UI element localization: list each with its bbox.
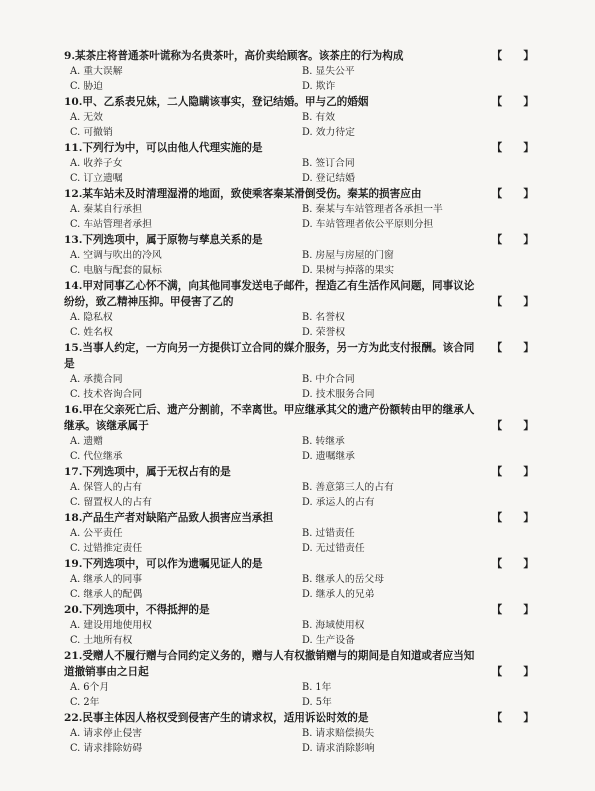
- question-stem-text: 18.产品生产者对缺陷产品致人损害应当承担: [64, 512, 274, 524]
- options-grid: [64, 248, 534, 278]
- option-c[interactable]: C. 胁迫: [70, 81, 103, 92]
- question-stem: [64, 48, 534, 64]
- question-stem: [64, 710, 534, 726]
- option-a[interactable]: A. 保管人的占有: [70, 482, 143, 493]
- option-c[interactable]: C. 技术咨询合同: [70, 389, 143, 400]
- option-b[interactable]: B. 1年: [302, 682, 332, 693]
- question-16: [64, 402, 534, 464]
- option-d[interactable]: D. 效力待定: [302, 127, 355, 138]
- question-stem: [64, 186, 534, 202]
- option-a[interactable]: A. 请求停止侵害: [70, 728, 143, 739]
- question-stem-text: 22.民事主体因人格权受到侵害产生的请求权，适用诉讼时效的是: [64, 712, 369, 724]
- question-stem-text: 11.下列行为中，可以由他人代理实施的是: [64, 142, 263, 154]
- option-b[interactable]: B. 中介合同: [302, 374, 355, 385]
- option-d[interactable]: D. 承运人的占有: [302, 497, 375, 508]
- question-21: [64, 648, 534, 710]
- option-d[interactable]: D. 生产设备: [302, 635, 355, 646]
- answer-bracket[interactable]: 【 】: [491, 466, 534, 478]
- question-18: [64, 510, 534, 556]
- question-22: [64, 710, 534, 756]
- option-a[interactable]: A. 隐私权: [70, 312, 113, 323]
- options-grid: [64, 372, 534, 402]
- option-c[interactable]: C. 2年: [70, 697, 100, 708]
- question-12: [64, 186, 534, 232]
- option-a[interactable]: A. 承揽合同: [70, 374, 123, 385]
- question-stem: [64, 340, 534, 372]
- answer-bracket[interactable]: 【 】: [491, 188, 534, 200]
- question-13: [64, 232, 534, 278]
- option-b[interactable]: B. 显失公平: [302, 66, 355, 77]
- options-grid: [64, 680, 534, 710]
- option-c[interactable]: C. 电脑与配套的鼠标: [70, 265, 162, 276]
- option-c[interactable]: C. 过错推定责任: [70, 543, 143, 554]
- option-c[interactable]: C. 土地所有权: [70, 635, 133, 646]
- option-b[interactable]: B. 名誉权: [302, 312, 345, 323]
- question-stem: [64, 602, 534, 618]
- option-c[interactable]: C. 车站管理者承担: [70, 219, 152, 230]
- option-d[interactable]: D. 荣誉权: [302, 327, 346, 338]
- question-stem-text: 16.甲在父亲死亡后、遗产分割前，不幸离世。甲应继承其父的遗产份额转由甲的继承人继承。该继承属于: [64, 404, 475, 432]
- answer-bracket[interactable]: 【 】: [491, 712, 534, 724]
- question-stem: [64, 556, 534, 572]
- option-c[interactable]: C. 请求排除妨碍: [70, 743, 143, 754]
- options-grid: [64, 310, 534, 340]
- options-grid: [64, 572, 534, 602]
- option-d[interactable]: D. 继承人的兄弟: [302, 589, 375, 600]
- option-c[interactable]: C. 代位继承: [70, 451, 123, 462]
- question-stem: [64, 648, 534, 680]
- option-a[interactable]: A. 6个月: [70, 682, 110, 693]
- question-20: [64, 602, 534, 648]
- answer-bracket[interactable]: 【 】: [491, 142, 534, 154]
- option-b[interactable]: B. 海域使用权: [302, 620, 365, 631]
- option-c[interactable]: C. 姓名权: [70, 327, 113, 338]
- options-grid: [64, 726, 534, 756]
- options-grid: [64, 618, 534, 648]
- option-a[interactable]: A. 公平责任: [70, 528, 123, 539]
- answer-bracket[interactable]: 【 】: [491, 234, 534, 246]
- option-c[interactable]: C. 留置权人的占有: [70, 497, 152, 508]
- answer-bracket[interactable]: 【 】: [491, 512, 534, 524]
- option-a[interactable]: A. 收养子女: [70, 158, 123, 169]
- options-grid: [64, 64, 534, 94]
- question-stem-text: 15.当事人约定，一方向另一方提供订立合同的媒介服务，另一方为此支付报酬。该合同是: [64, 342, 475, 370]
- question-19: [64, 556, 534, 602]
- option-b[interactable]: B. 善意第三人的占有: [302, 482, 394, 493]
- answer-bracket[interactable]: 【 】: [491, 666, 534, 678]
- option-d[interactable]: D. 车站管理者依公平原则分担: [302, 219, 434, 230]
- option-b[interactable]: B. 转继承: [302, 436, 345, 447]
- answer-bracket[interactable]: 【 】: [491, 342, 534, 354]
- option-d[interactable]: D. 5年: [302, 697, 332, 708]
- option-d[interactable]: D. 登记结婚: [302, 173, 355, 184]
- question-stem: [64, 232, 534, 248]
- question-15: [64, 340, 534, 402]
- question-stem-text: 20.下列选项中，不得抵押的是: [64, 604, 210, 616]
- question-9: [64, 48, 534, 94]
- option-d[interactable]: D. 无过错责任: [302, 543, 365, 554]
- option-d[interactable]: D. 技术服务合同: [302, 389, 375, 400]
- option-d[interactable]: D. 遗嘱继承: [302, 451, 355, 462]
- option-b[interactable]: B. 过错责任: [302, 528, 355, 539]
- options-grid: [64, 156, 534, 186]
- option-b[interactable]: B. 请求赔偿损失: [302, 728, 375, 739]
- options-grid: [64, 110, 534, 140]
- question-sheet: [64, 48, 534, 756]
- options-grid: [64, 202, 534, 232]
- question-stem-text: 12.某车站未及时清理湿滑的地面，致使乘客秦某滑倒受伤。秦某的损害应由: [64, 188, 422, 200]
- option-d[interactable]: D. 请求消除影响: [302, 743, 375, 754]
- option-b[interactable]: B. 继承人的岳父母: [302, 574, 385, 585]
- option-b[interactable]: B. 有效: [302, 112, 336, 123]
- option-c[interactable]: C. 可撤销: [70, 127, 113, 138]
- options-grid: [64, 526, 534, 556]
- option-a[interactable]: A. 建设用地使用权: [70, 620, 152, 631]
- option-a[interactable]: A. 继承人的同事: [70, 574, 143, 585]
- answer-bracket[interactable]: 【 】: [491, 604, 534, 616]
- question-stem: [64, 402, 534, 434]
- question-10: [64, 94, 534, 140]
- option-a[interactable]: A. 遗赠: [70, 436, 103, 447]
- question-stem-text: 17.下列选项中，属于无权占有的是: [64, 466, 231, 478]
- answer-bracket[interactable]: 【 】: [491, 96, 534, 108]
- question-stem-text: 21.受赠人不履行赠与合同约定义务的，赠与人有权撤销赠与的期间是自知道或者应当知道撤销事由之日起: [64, 650, 475, 678]
- question-stem-text: 9.某茶庄将普通茶叶谎称为名贵茶叶，高价卖给顾客。该茶庄的行为构成: [64, 50, 404, 62]
- option-a[interactable]: A. 重大误解: [70, 66, 123, 77]
- question-17: [64, 464, 534, 510]
- question-11: [64, 140, 534, 186]
- option-c[interactable]: C. 订立遗嘱: [70, 173, 123, 184]
- answer-bracket[interactable]: 【 】: [491, 296, 534, 308]
- option-b[interactable]: B. 签订合同: [302, 158, 355, 169]
- option-d[interactable]: D. 果树与掉落的果实: [302, 265, 395, 276]
- question-stem: [64, 140, 534, 156]
- option-b[interactable]: B. 秦某与车站管理者各承担一半: [302, 204, 443, 215]
- question-stem-text: 14.甲对同事乙心怀不满，向其他同事发送电子邮件，捏造乙有生活作风问题，同事议论纷纷，致乙精神压抑。甲侵害了乙的: [64, 280, 475, 308]
- question-stem-text: 10.甲、乙系表兄妹，二人隐瞒该事实，登记结婚。甲与乙的婚姻: [64, 96, 369, 108]
- options-grid: [64, 434, 534, 464]
- question-stem: [64, 94, 534, 110]
- answer-bracket[interactable]: 【 】: [491, 50, 534, 62]
- question-stem: [64, 278, 534, 310]
- option-a[interactable]: A. 空调与吹出的冷风: [70, 250, 162, 261]
- options-grid: [64, 480, 534, 510]
- question-stem-text: 13.下列选项中，属于原物与孳息关系的是: [64, 234, 263, 246]
- question-stem: [64, 464, 534, 480]
- question-stem-text: 19.下列选项中，可以作为遗嘱见证人的是: [64, 558, 263, 570]
- option-a[interactable]: A. 秦某自行承担: [70, 204, 143, 215]
- answer-bracket[interactable]: 【 】: [491, 558, 534, 570]
- answer-bracket[interactable]: 【 】: [491, 420, 534, 432]
- question-14: [64, 278, 534, 340]
- option-b[interactable]: B. 房屋与房屋的门窗: [302, 250, 394, 261]
- option-d[interactable]: D. 欺诈: [302, 81, 336, 92]
- question-stem: [64, 510, 534, 526]
- option-a[interactable]: A. 无效: [70, 112, 103, 123]
- option-c[interactable]: C. 继承人的配偶: [70, 589, 143, 600]
